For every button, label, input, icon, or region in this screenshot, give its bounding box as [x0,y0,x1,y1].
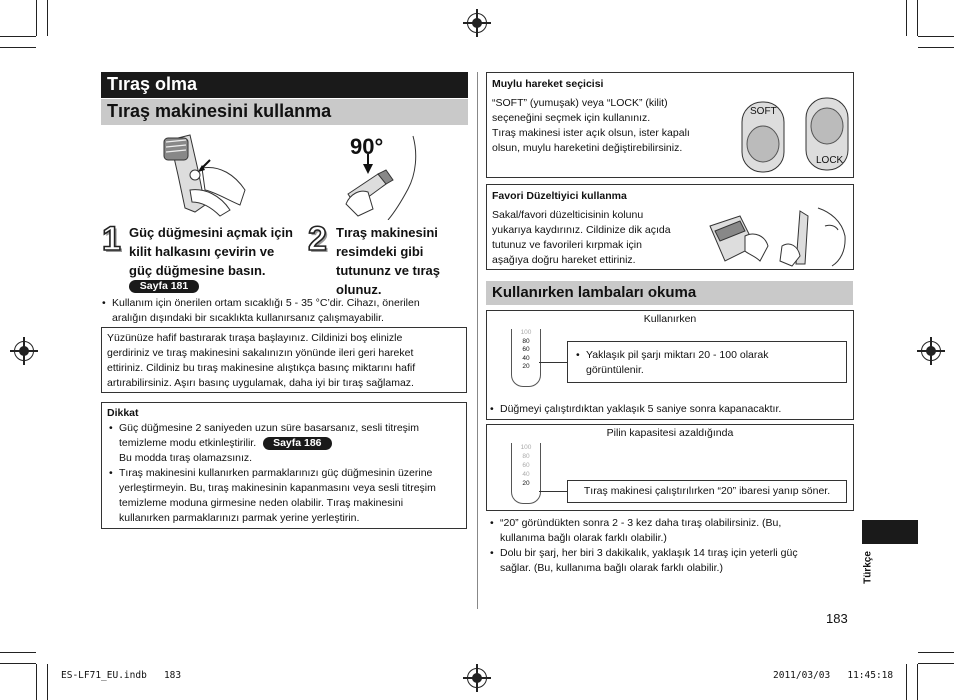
page-number: 183 [826,611,848,626]
section-title: Tıraş olma [101,72,468,98]
lamp-callout-1: • Yaklaşık pil şarjı miktarı 20 - 100 olarak görüntülenir. [567,341,847,383]
lamp-box-low-battery-caption: Pilin kapasitesi azaldığında [606,427,734,439]
lamps-title: Kullanırken lambaları okuma [486,281,853,305]
trimmer-title: Favori Düzeltiyici kullanma [492,190,627,202]
registration-mark-right [921,341,941,361]
shaving-tip-box: Yüzünüze hafif bastırarak tıraşa başlayınız. Cildinizi boş elinizle gerdiriniz ve tıraş makinesini sakalınızın yönünde ileri geri hareket ettiriniz. Cildiniz bu tıraş makinesine alıştıkça basınç miktarını hafif artırabilirsiniz. Aşırı basınç uygulamak, daha iyi bir tıraş sağlamaz. [101,327,467,393]
registration-mark-top [467,13,487,33]
trimmer-box: Favori Düzeltiyici kullanma Sakal/favori düzelticisinin kolunu yukarıya kaydırınız. Cildinize dik açıda tutunuz ve favorileri kırpmak için aşağıya doğru hareket ettiriniz. [486,184,854,270]
lock-label: LOCK [816,155,844,166]
footer-file: ES-LF71_EU.indb 183 [61,670,182,681]
subsection-title: Tıraş makinesini kullanma [101,99,468,125]
footer-date: 2011/03/03 11:45:18 [773,670,894,681]
caution-box [101,402,467,529]
lamp-callout-2: Tıraş makinesi çalıştırılırken “20” ibaresi yanıp söner. [567,480,847,503]
motion-selector-box: Muylu hareket seçicisi “SOFT” (yumuşak) veya “LOCK” (kilit) seçeneğini seçmek için kullanınız. Tıraş makinesi ister açık olsun, ister kapalı olsun, muylu hareketini değiştirebilirsiniz. [486,72,854,178]
angle-label: 90° [350,134,384,159]
trimmer-illustration [700,206,850,268]
column-divider [477,72,478,609]
registration-mark-left [14,341,34,361]
soft-label: SOFT [750,106,777,117]
step-1-text: Güç düğmesini açmak için kilit halkasını çevirin ve güç düğmesine basın. [129,225,293,278]
caution-title: Dikkat [107,407,139,419]
language-tab-label: Türkçe [862,551,874,584]
page-ref-181[interactable]: Sayfa 181 [129,280,199,293]
shaver-hand-illustration [150,130,250,220]
battery-indicator-low: 100 80 60 40 20 [511,443,541,504]
page-ref-186[interactable]: Sayfa 186 [263,437,331,450]
temperature-note: • Kullanım için önerilen ortam sıcaklığı 5 - 35 °C’dir. Cihazı, önerilen aralığın dışındaki bir sıcaklıkta kullanırsanız çalışmayabilir. [100,296,470,326]
caution-item-1: • Güç düğmesine 2 saniyeden uzun süre basarsanız, sesli titreşim temizleme modu etkinleştirilir. Sayfa 186 Bu modda tıraş olamazsınız. [107,421,461,466]
registration-mark-bottom [467,668,487,688]
note-20-indicator: • “20” göründükten sonra 2 - 3 kez daha tıraş olabilirsiniz. (Bu, kullanıma bağlı olarak farklı olabilir.) [488,516,850,546]
motion-selector-title: Muylu hareket seçicisi [492,78,604,90]
note-full-charge: • Dolu bir şarj, her biri 3 dakikalık, yaklaşık 14 tıraş için yeterli güç sağlar. (Bu, kullanıma bağlı olarak farklı olabilir.) [488,546,850,576]
battery-indicator-in-use: 100 80 60 40 20 [511,329,541,387]
callout-line-2 [539,491,567,492]
step-1-number: 1 [102,220,121,258]
step-2-text: Tıraş makinesini resimdeki gibi tutununz ve tıraş olunuz. [336,225,441,297]
lamp-bottom-notes [488,516,850,576]
lamp-note-in-use: • Düğmeyi çalıştırdıktan yaklaşık 5 saniye sonra kapanacaktır. [488,402,850,417]
lamp-box-in-use-caption: Kullanırken [643,313,697,325]
caution-item-2: • Tıraş makinesini kullanırken parmaklarınızı güç düğmesinin üzerine yerleştirmeyin. Bu, tıraş makinesinin kapanmasını veya sesli titreşim temizleme moduna girmesine neden olabilir. Tıraş makinesini kullanırken parmaklarınızı parmak yerine yerleştirin. [107,466,461,526]
callout-line-1 [539,362,567,363]
step-2-number: 2 [308,220,327,258]
